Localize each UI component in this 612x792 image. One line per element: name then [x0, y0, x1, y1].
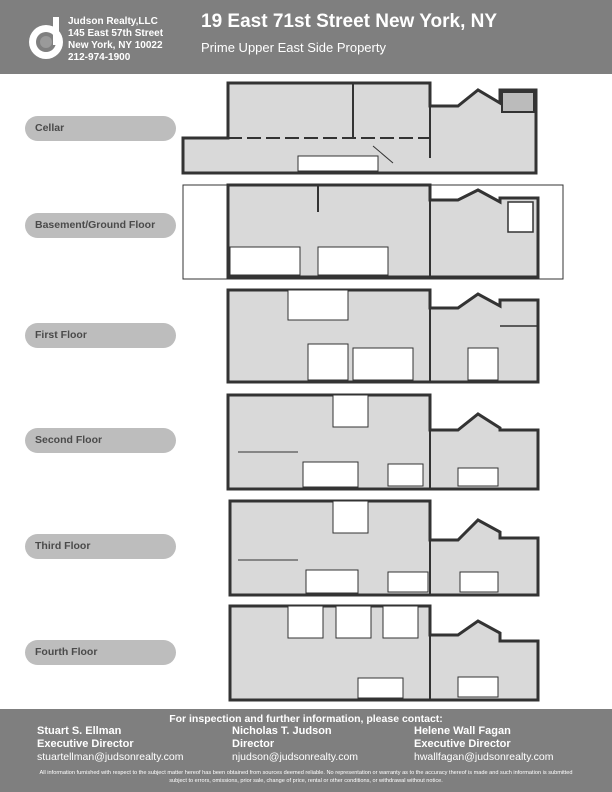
company-address-line2: New York, NY 10022: [68, 40, 163, 51]
floor-label-second: Second Floor: [25, 428, 176, 453]
contact-role: Director: [232, 738, 275, 750]
contact-email-link[interactable]: stuartellman@judsonrealty.com: [37, 751, 184, 763]
floor-label-first: First Floor: [25, 323, 176, 348]
judson-logo-icon: [27, 13, 69, 63]
floor-label-cellar: Cellar: [25, 116, 176, 141]
company-phone: 212-974-1900: [68, 52, 131, 63]
contact-card: [232, 725, 358, 764]
floor-label-third: Third Floor: [25, 534, 176, 559]
contact-role: Executive Director: [37, 738, 134, 750]
floor-label-basement: Basement/Ground Floor: [25, 213, 176, 238]
floor-plan-basement: [178, 182, 598, 282]
contact-name: Stuart S. Ellman: [37, 725, 122, 737]
floor-plan-second: [178, 392, 598, 492]
contact-heading: For inspection and further information, please contact:: [169, 713, 443, 725]
contact-email-link[interactable]: njudson@judsonrealty.com: [232, 751, 359, 763]
contact-card: [414, 725, 553, 764]
floor-plan-first: [178, 286, 598, 386]
header: [0, 0, 612, 74]
contact-card: [37, 725, 183, 764]
company-info: [68, 16, 163, 64]
contact-name: Nicholas T. Judson: [232, 725, 332, 737]
company-name: Judson Realty,LLC: [68, 16, 158, 27]
property-subtitle: Prime Upper East Side Property: [201, 40, 386, 55]
company-address-line1: 145 East 57th Street: [68, 28, 164, 39]
contact-role: Executive Director: [414, 738, 511, 750]
floor-plan-fourth: [178, 603, 598, 703]
footer: [0, 709, 612, 792]
floor-plan-third: [178, 498, 598, 598]
floor-label-fourth: Fourth Floor: [25, 640, 176, 665]
disclaimer: All information furnished with respect to the subject matter hereof has been obtained from sources deemed reliable. No representation or warranty as to the accuracy thereof is made and such information is submitted subject to errors, omissions, prior sale, change of price, rental or other conditions, or withdrawal without notice.: [39, 770, 573, 784]
property-title: 19 East 71st Street New York, NY: [201, 11, 498, 32]
contact-email-link[interactable]: hwallfagan@judsonrealty.com: [414, 751, 554, 763]
contact-name: Helene Wall Fagan: [414, 725, 511, 737]
floor-plan-cellar: [178, 78, 598, 178]
